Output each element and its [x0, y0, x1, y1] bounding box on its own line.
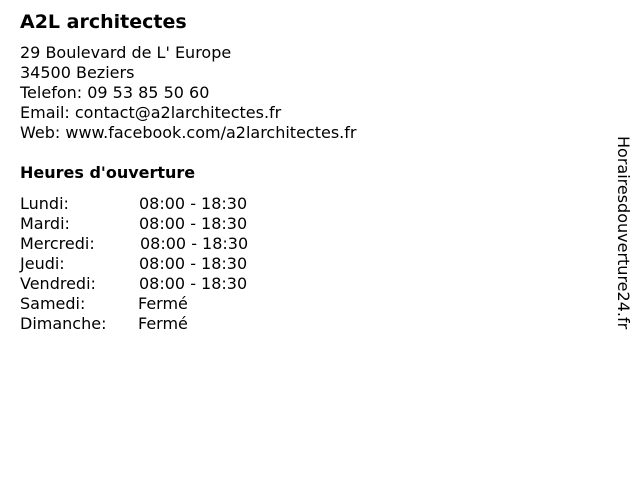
- hours-heading: Heures d'ouverture: [20, 163, 196, 182]
- site-watermark: Horairesdouverture24.fr: [614, 136, 633, 330]
- time-value: 08:00 - 18:30: [140, 234, 249, 253]
- business-name: A2L architectes: [20, 11, 187, 33]
- day-label: Vendredi:: [20, 274, 96, 293]
- time-value: 08:00 - 18:30: [139, 214, 248, 233]
- contact-block: [20, 43, 356, 143]
- email-line: Email: contact@a2larchitectes.fr: [20, 103, 282, 122]
- day-label: Samedi:: [20, 294, 86, 313]
- day-label: Mercredi:: [20, 234, 95, 253]
- time-value: Fermé: [138, 314, 188, 333]
- day-label: Dimanche:: [20, 314, 107, 333]
- web-line: Web: www.facebook.com/a2larchitectes.fr: [20, 123, 357, 142]
- street-address: 29 Boulevard de L' Europe: [20, 43, 232, 62]
- day-label: Lundi:: [20, 194, 69, 213]
- day-label: Jeudi:: [20, 254, 65, 273]
- time-value: 08:00 - 18:30: [139, 254, 248, 273]
- phone-line: Telefon: 09 53 85 50 60: [20, 83, 210, 102]
- time-value: 08:00 - 18:30: [139, 194, 248, 213]
- time-value: Fermé: [138, 294, 188, 313]
- postal-city: 34500 Beziers: [20, 63, 135, 82]
- time-value: 08:00 - 18:30: [139, 274, 248, 293]
- day-label: Mardi:: [20, 214, 70, 233]
